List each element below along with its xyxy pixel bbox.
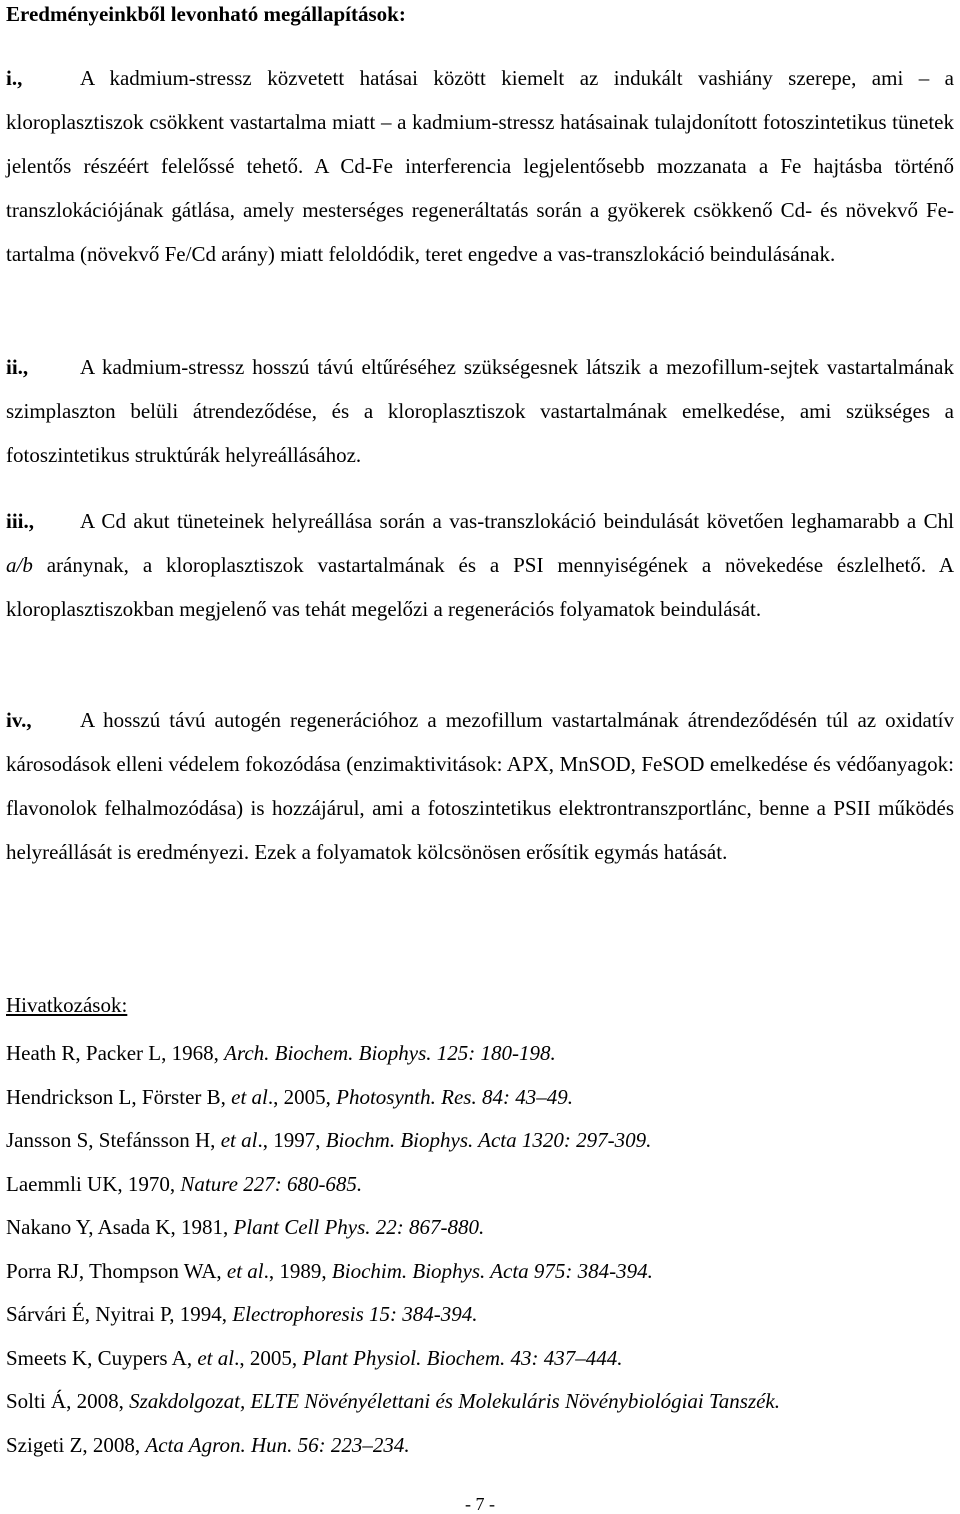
reference-journal: Nature 227: 680-685. [180, 1171, 363, 1196]
point-text-before: A Cd akut tüneteinek helyreállása során a vas-transzlokáció beindulását követően leghamarabb a Chl [80, 509, 954, 533]
finding-point-3 [6, 499, 954, 631]
point-text-after: aránynak, a kloroplasztiszok vastartalmának és a PSI mennyiségének a növekedése észlelhető. A kloroplasztiszokban megjelenő vas tehát megelőzi a regenerációs folyamatok beindulását. [6, 553, 954, 621]
point-text: A kadmium-stressz hosszú távú eltűréséhez szükségesnek látszik a mezofillum-sejtek vastartalmának szimplaszton belüli átrendeződése, és a kloroplasztiszok vastartalmának emelkedése, ami szükséges a fotoszintetikus struktúrák helyreállásához. [6, 355, 954, 467]
point-text: A kadmium-stressz közvetett hatásai között kiemelt az indukált vashiány szerepe, ami – a kloroplasztiszok csökkent vastartalma miatt – a kadmium-stressz hatásainak tulajdonított fotoszintetikus tünetek jelentős részéért felelőssé tehető. A Cd-Fe interferencia legjelentősebb mozzanata a Fe hajtásba történő transzlokációjának gátlása, amely mesterséges regeneráltatás során a gyökerek csökkenő Cd- és növekvő Fe-tartalma (növekvő Fe/Cd arány) miatt feloldódik, teret engedve a vas-transzlokáció beindulásának. [6, 66, 954, 266]
finding-point-4 [6, 698, 954, 874]
reference-authors: Hendrickson L, Förster B, [6, 1084, 232, 1109]
reference-authors: Smeets K, Cuypers A, [6, 1345, 198, 1370]
reference-item [6, 1337, 954, 1381]
reference-item [6, 1119, 954, 1163]
reference-item [6, 1380, 954, 1424]
reference-item [6, 1206, 954, 1250]
reference-journal: Szakdolgozat, ELTE Növényélettani és Molekuláris Növénybiológiai Tanszék. [129, 1389, 781, 1413]
point-text-italic: a/b [6, 553, 33, 577]
point-marker: i., [6, 66, 23, 90]
reference-item [6, 1032, 954, 1076]
reference-authors: Szigeti Z, 2008, [6, 1432, 146, 1457]
reference-etal: et al [220, 1128, 258, 1152]
reference-authors: Solti Á, 2008, [6, 1389, 130, 1413]
point-marker: iv., [6, 708, 32, 732]
reference-authors: Laemmli UK, 1970, [6, 1171, 181, 1196]
references-list [6, 1032, 954, 1467]
reference-item [6, 1163, 954, 1207]
reference-year: ., 2005, [267, 1084, 337, 1109]
page-number: - 7 - [465, 1494, 495, 1514]
point-text: A hosszú távú autogén regenerációhoz a mezofillum vastartalmának átrendeződésén túl az oxidatív károsodások elleni védelem fokozódása (enzimaktivitások: APX, MnSOD, FeSOD emelkedése és védőanyagok: flavonolok felhalmozódása) is hozzájárul, ami a fotoszintetikus elektrontranszportlánc, benne a PSII működés helyreállását is eredményezi. Ezek a folyamatok kölcsönösen erősítik egymás hatását. [6, 708, 954, 864]
point-marker: iii., [6, 509, 35, 533]
reference-journal: Photosynth. Res. 84: 43–49. [336, 1084, 573, 1109]
reference-journal: Plant Cell Phys. 22: 867-880. [233, 1215, 485, 1239]
reference-etal: et al [231, 1084, 268, 1109]
references-title: Hivatkozások: [6, 993, 128, 1017]
reference-etal: et al [197, 1345, 235, 1370]
reference-journal: Biochim. Biophys. Acta 975: 384-394. [331, 1258, 653, 1283]
finding-point-2 [6, 345, 954, 477]
reference-year: ., 2005, [234, 1345, 303, 1370]
reference-item [6, 1076, 954, 1120]
reference-year: ., 1989, [263, 1258, 332, 1283]
reference-authors: Jansson S, Stefánsson H, [6, 1128, 221, 1152]
reference-journal: Arch. Biochem. Biophys. 125: 180-198. [224, 1041, 556, 1065]
reference-authors: Sárvári É, Nyitrai P, 1994, [6, 1302, 233, 1326]
finding-point-1 [6, 56, 954, 276]
reference-journal: Electrophoresis 15: 384-394. [232, 1302, 478, 1326]
reference-authors: Porra RJ, Thompson WA, [6, 1258, 227, 1283]
section-heading: Eredményeinkből levonható megállapítások: [6, 2, 406, 26]
reference-journal: Plant Physiol. Biochem. 43: 437–444. [302, 1345, 623, 1370]
reference-authors: Nakano Y, Asada K, 1981, [6, 1215, 234, 1239]
reference-etal: et al [226, 1258, 264, 1283]
reference-year: ., 1997, [257, 1128, 326, 1152]
reference-item [6, 1250, 954, 1294]
reference-journal: Biochm. Biophys. Acta 1320: 297-309. [325, 1128, 652, 1152]
reference-item [6, 1293, 954, 1337]
reference-journal: Acta Agron. Hun. 56: 223–234. [145, 1432, 410, 1457]
reference-item [6, 1424, 954, 1468]
reference-authors: Heath R, Packer L, 1968, [6, 1041, 225, 1065]
point-marker: ii., [6, 355, 29, 379]
